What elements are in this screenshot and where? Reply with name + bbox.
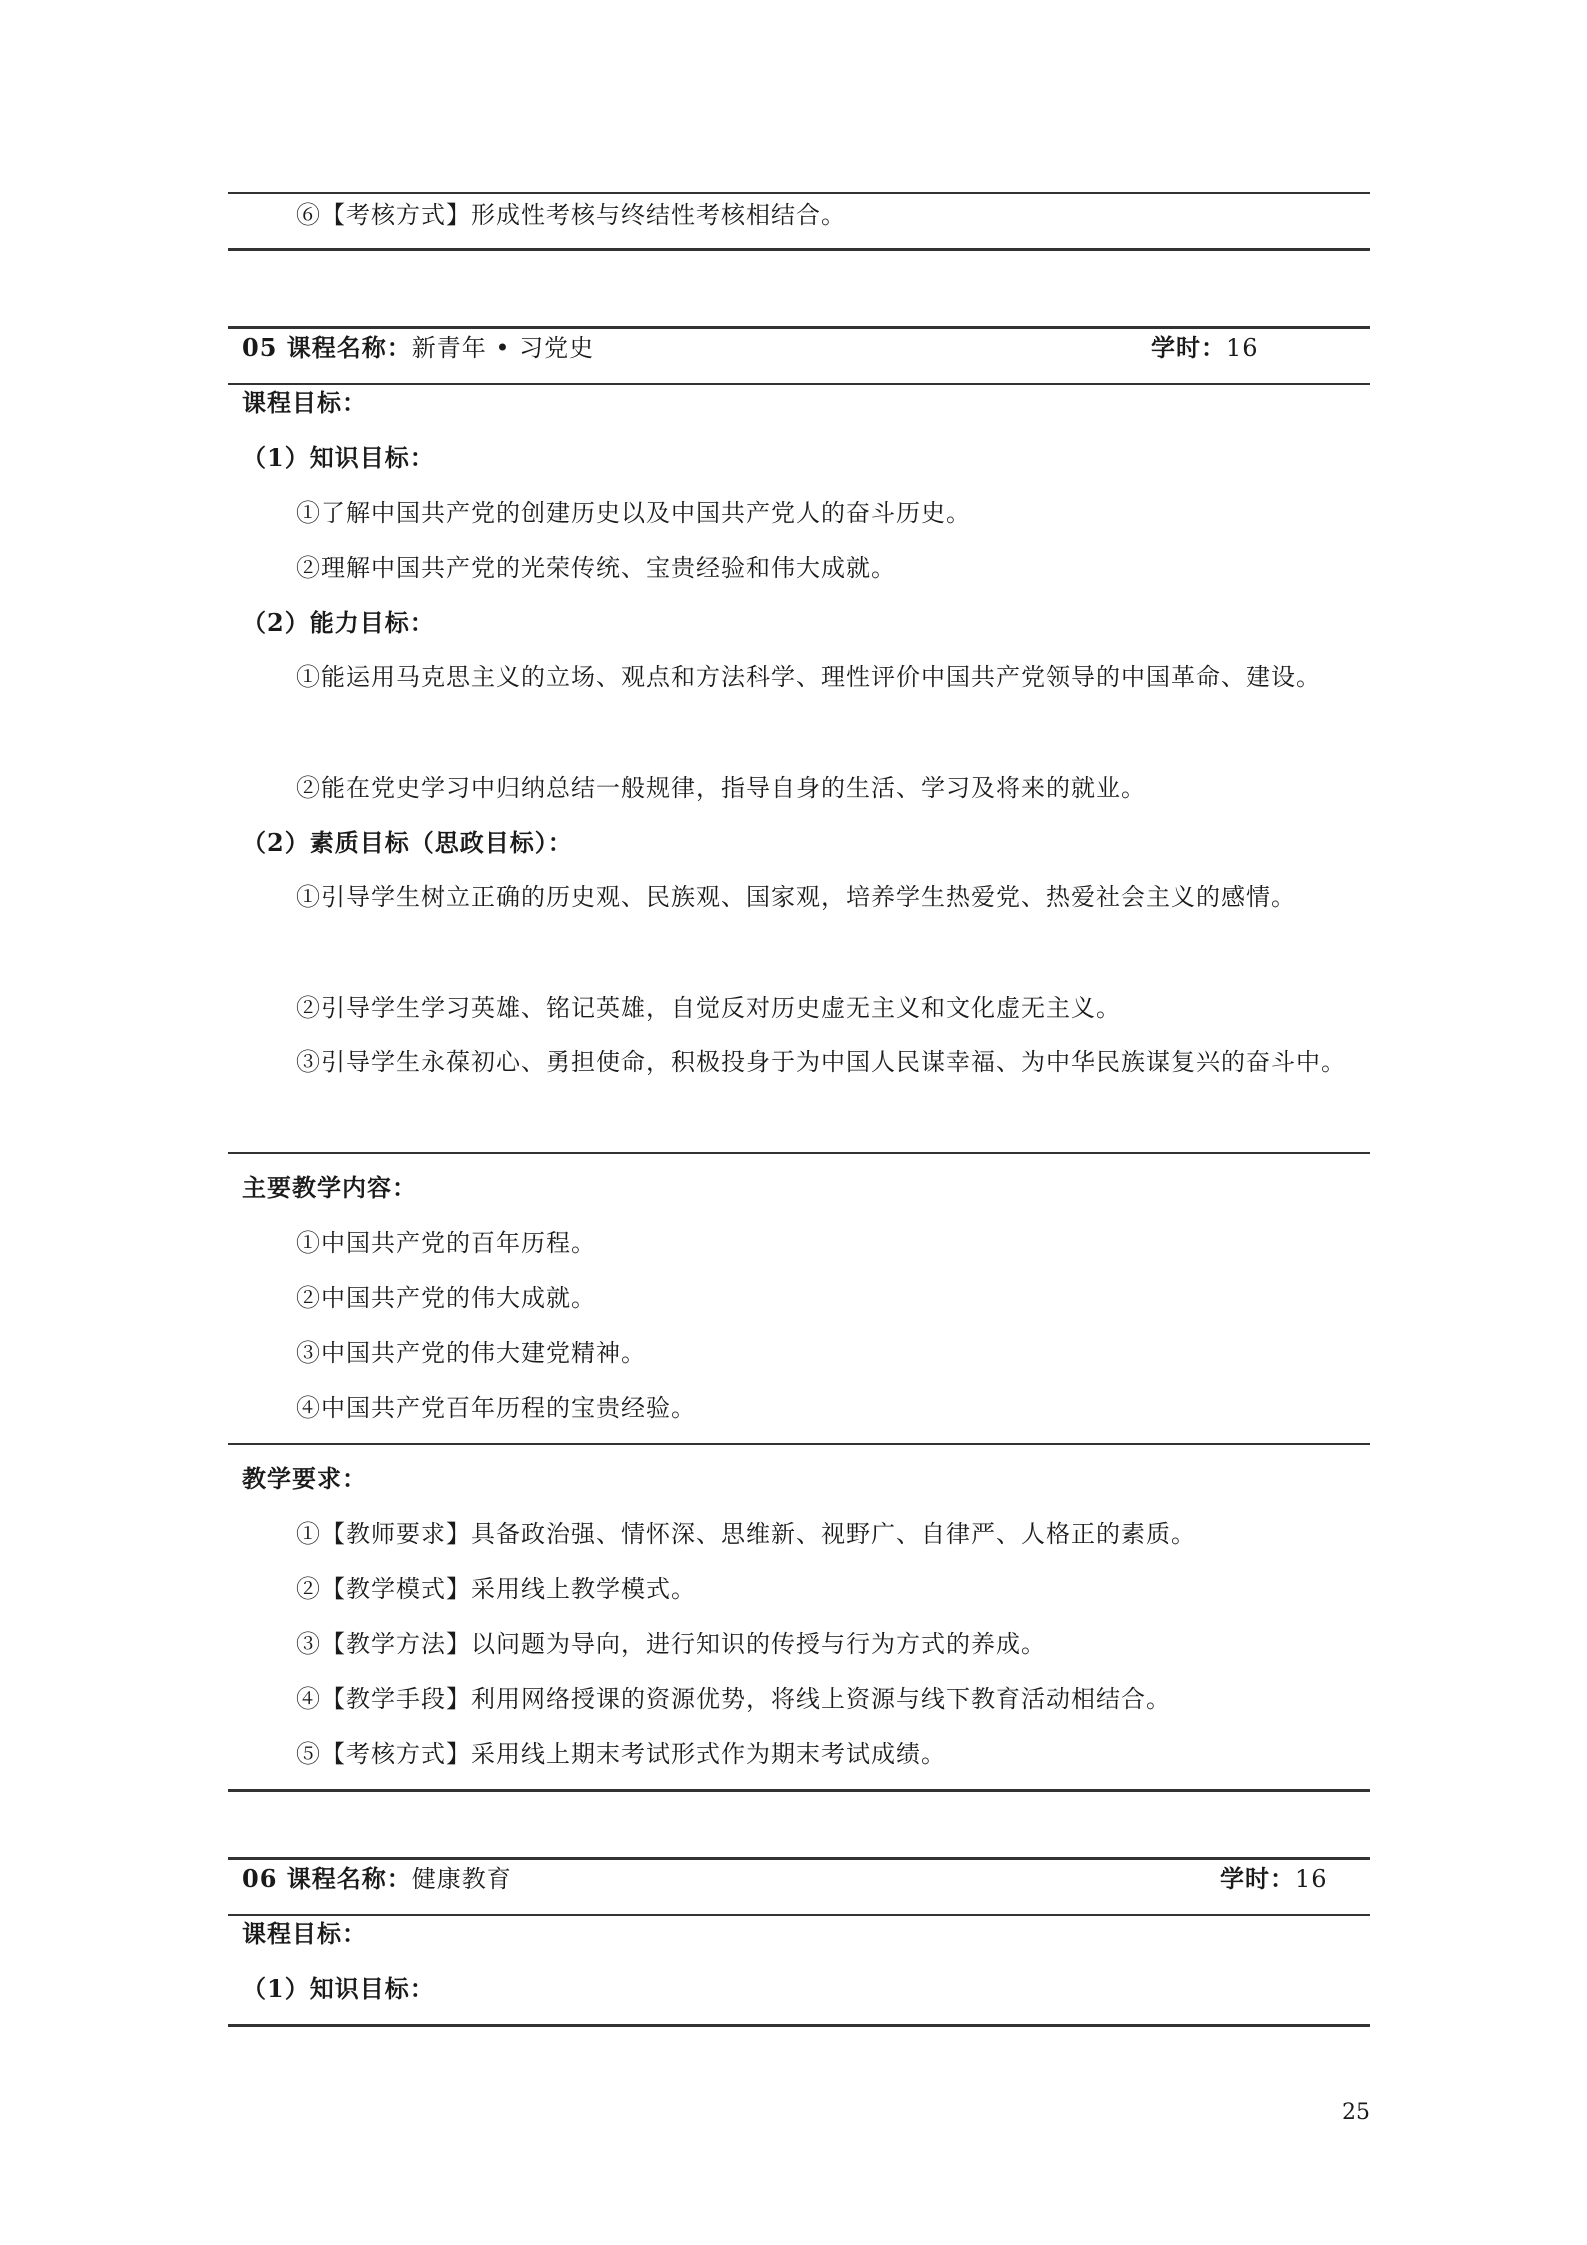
table-rule (228, 1857, 1370, 1860)
content-item: ③中国共产党的伟大建党精神。 (296, 1339, 646, 1367)
hours-value: 16 (1295, 1865, 1328, 1893)
quality-item: ③引导学生永葆初心、勇担使命，积极投身于为中国人民谋幸福、为中华民族谋复兴的奋斗中。 (296, 1048, 1346, 1076)
page-number: 25 (1342, 2100, 1370, 2125)
requirements-label: 教学要求： (242, 1464, 367, 1493)
content-item: ④中国共产党百年历程的宝贵经验。 (296, 1394, 696, 1422)
ability-item: ①能运用马克思主义的立场、观点和方法科学、理性评价中国共产党领导的中国革命、建设。 (296, 663, 1321, 691)
quality-goals-label: （2）素质目标（思政目标）： (242, 828, 573, 857)
table-rule (228, 1914, 1370, 1916)
content-item: ①中国共产党的百年历程。 (296, 1229, 596, 1257)
quality-item: ②引导学生学习英雄、铭记英雄，自觉反对历史虚无主义和文化虚无主义。 (296, 994, 1121, 1022)
course-number-label: 06 课程名称： (242, 1864, 412, 1893)
course-name: 新青年 • 习党史 (411, 334, 595, 362)
ability-goals-label: （2）能力目标： (242, 608, 435, 637)
course-06-title (242, 1864, 512, 1894)
table-rule (228, 192, 1370, 194)
table-rule (228, 383, 1370, 385)
table-rule (228, 1789, 1370, 1792)
requirements-item: ④【教学手段】利用网络授课的资源优势，将线上资源与线下教育活动相结合。 (296, 1685, 1171, 1713)
goals-label: 课程目标： (242, 1919, 367, 1948)
goals-label: 课程目标： (242, 388, 367, 417)
knowledge-item: ①了解中国共产党的创建历史以及中国共产党人的奋斗历史。 (296, 499, 971, 527)
hours-value: 16 (1226, 334, 1259, 362)
hours-label: 学时： (1151, 333, 1226, 362)
course-06-hours (1220, 1864, 1328, 1894)
knowledge-goals-label: （1）知识目标： (242, 1974, 435, 2003)
requirements-item: ⑤【考核方式】采用线上期末考试形式作为期末考试成绩。 (296, 1740, 946, 1768)
quality-item: ①引导学生树立正确的历史观、民族观、国家观，培养学生热爱党、热爱社会主义的感情。 (296, 883, 1296, 911)
table-rule (228, 1443, 1370, 1445)
content-label: 主要教学内容： (242, 1173, 417, 1202)
course-05-title (242, 333, 594, 363)
course-number-label: 05 课程名称： (242, 333, 412, 362)
hours-label: 学时： (1220, 1864, 1295, 1893)
requirements-item: ②【教学模式】采用线上教学模式。 (296, 1575, 696, 1603)
assessment-line: ⑥【考核方式】形成性考核与终结性考核相结合。 (296, 201, 846, 229)
knowledge-goals-label: （1）知识目标： (242, 443, 435, 472)
course-name: 健康教育 (411, 1865, 512, 1893)
requirements-item: ①【教师要求】具备政治强、情怀深、思维新、视野广、自律严、人格正的素质。 (296, 1520, 1196, 1548)
course-05-hours (1151, 333, 1259, 363)
table-rule (228, 2024, 1370, 2027)
table-rule (228, 248, 1370, 251)
knowledge-item: ②理解中国共产党的光荣传统、宝贵经验和伟大成就。 (296, 554, 896, 582)
content-item: ②中国共产党的伟大成就。 (296, 1284, 596, 1312)
requirements-item: ③【教学方法】以问题为导向，进行知识的传授与行为方式的养成。 (296, 1630, 1046, 1658)
table-rule (228, 326, 1370, 329)
table-rule (228, 1152, 1370, 1154)
ability-item: ②能在党史学习中归纳总结一般规律，指导自身的生活、学习及将来的就业。 (296, 774, 1146, 802)
